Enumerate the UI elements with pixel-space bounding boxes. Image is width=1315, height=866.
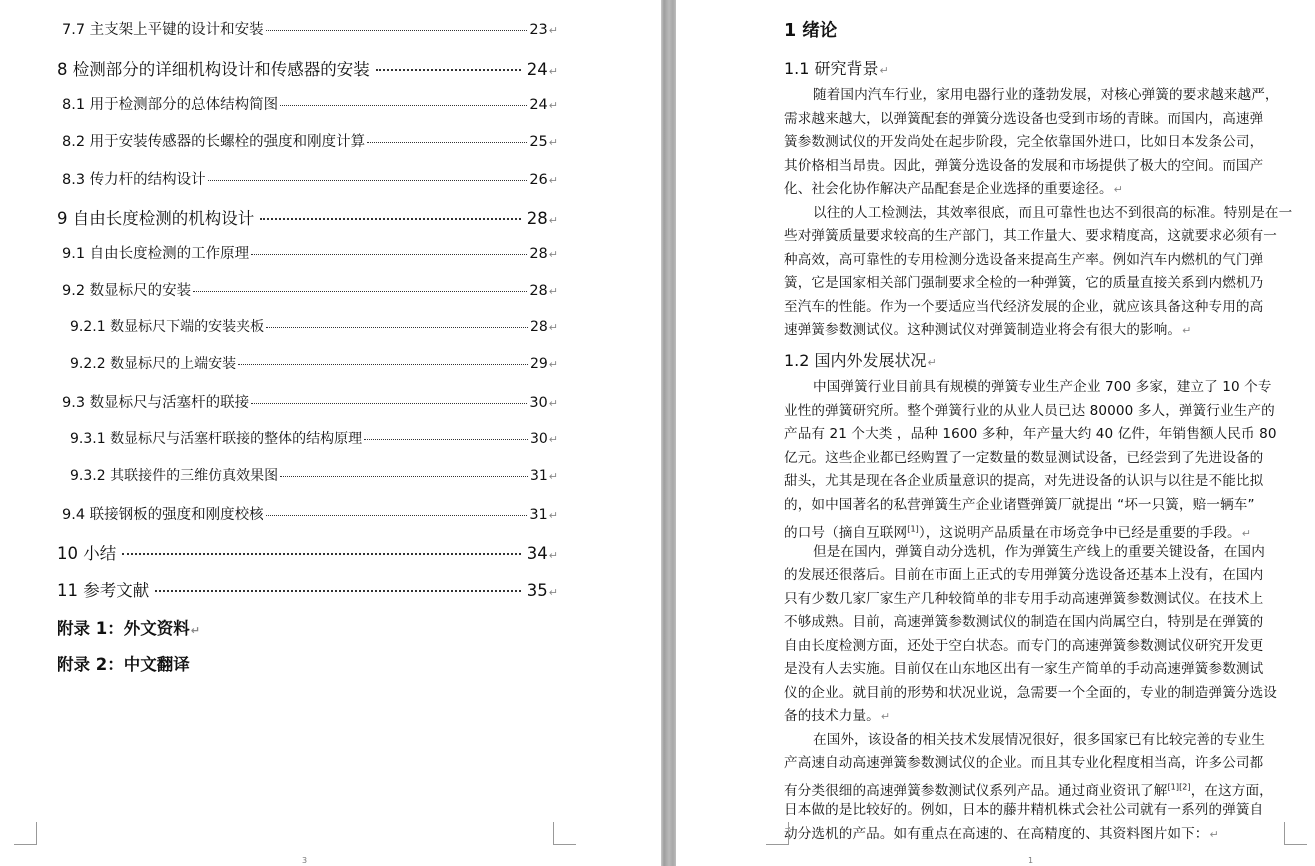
toc-entry[interactable]	[62, 503, 558, 524]
toc-entry-title: 9.2.1 数显标尺下端的安装夹板	[70, 319, 265, 335]
toc-entry-page: 24	[529, 97, 548, 113]
body-text-line: 备的技术力量。↵	[784, 708, 891, 724]
body-text-line: 仪的企业。就目前的形势和状况业说，急需要一个全面的，专业的制造弹簧分选设	[784, 684, 1277, 701]
paragraph-mark: ↵	[548, 397, 558, 410]
body-text-line: 动分选机的产品。如有重点在高速的、在高精度的、其资料图片如下：↵	[784, 825, 1219, 842]
toc-entry[interactable]	[62, 391, 558, 412]
toc-dot-leader	[251, 403, 527, 404]
appendix-2[interactable]: 附录 2：中文翻译	[57, 655, 190, 674]
paragraph-mark: ↵	[548, 285, 558, 298]
paragraph-mark: ↵	[548, 586, 558, 599]
toc-entry[interactable]	[62, 93, 558, 114]
body-text-line: 至汽车的性能。作为一个要适应当代经济发展的企业，就应该具备这种专用的高	[784, 298, 1264, 315]
paragraph-mark: ↵	[548, 65, 558, 78]
toc-dot-leader	[155, 590, 521, 592]
toc-entry[interactable]	[57, 205, 558, 229]
toc-dot-leader	[238, 364, 528, 365]
toc-entry[interactable]	[62, 242, 558, 263]
body-text-line: 是没有人去实施。目前仅在山东地区出有一家生产简单的手动高速弹簧参数测试	[784, 661, 1264, 677]
body-text-line: 以往的人工检测法，其效率很底，而且可靠性也达不到很高的标准。特别是在一	[813, 204, 1293, 221]
toc-entry[interactable]	[70, 353, 558, 373]
body-text-line: 中国弹簧行业目前具有规模的弹簧专业生产企业 700 多家，建立了 10 个专	[813, 379, 1272, 395]
body-text-line: 簧，它是国家相关部门强制要求全检的一种弹簧，它的质量直接关系到内燃机乃	[784, 275, 1264, 291]
paragraph-mark: ↵	[548, 549, 558, 562]
toc-entry-title: 8.1 用于检测部分的总体结构简图	[62, 97, 279, 113]
toc-entry-page: 34	[526, 544, 548, 563]
body-text-line: 随着国内汽车行业，家用电器行业的蓬勃发展，对核心弹簧的要求越来越严，	[813, 87, 1279, 103]
body-text-line: 簧参数测试仪的开发尚处在起步阶段，完全依靠国外进口，比如日本发条公司，	[784, 134, 1264, 150]
toc-entry[interactable]	[57, 540, 558, 564]
toc-dot-leader	[364, 439, 528, 440]
toc-entry[interactable]	[62, 279, 558, 300]
body-text-line: 产品有 21 个大类 ，品种 1600 多种，年产量大约 40 亿件，年销售额人民币 80	[784, 426, 1277, 442]
toc-entry-title: 9 自由长度检测的机构设计	[57, 209, 255, 228]
toc-dot-leader	[266, 515, 528, 516]
body-text-line: 不够成熟。目前，高速弹簧参数测试仪的制造在国内尚属空白，特别是在弹簧的	[784, 614, 1264, 630]
toc-dot-leader	[376, 69, 521, 71]
toc-entry-page: 23	[529, 22, 548, 38]
section-heading: 1.2 国内外发展状况↵	[784, 351, 937, 370]
toc-dot-leader	[208, 180, 528, 181]
toc-entry-page: 28	[526, 209, 548, 228]
paragraph-mark: ↵	[548, 99, 558, 112]
page-number: 1	[1028, 856, 1034, 865]
toc-entry-title: 8 检测部分的详细机构设计和传感器的安装	[57, 60, 370, 79]
toc-entry-title: 8.2 用于安装传感器的长螺栓的强度和刚度计算	[62, 134, 366, 150]
toc-dot-leader	[260, 218, 521, 220]
toc-entry-page: 30	[529, 395, 548, 411]
toc-dot-leader	[193, 291, 527, 292]
page-number: 3	[302, 856, 308, 865]
paragraph-mark: ↵	[548, 214, 558, 227]
toc-dot-leader	[266, 30, 528, 31]
toc-entry-title: 9.2.2 数显标尺的上端安装	[70, 356, 237, 372]
body-text-line: 甜头，尤其是现在各企业质量意识的提高，对先进设备的认识与以往是不能比拟	[784, 473, 1264, 489]
margin-corner-mark	[553, 822, 576, 845]
toc-entry-page: 28	[529, 283, 548, 299]
page-gutter	[661, 0, 676, 866]
toc-entry-title: 9.4 联接钢板的强度和刚度校核	[62, 507, 264, 523]
body-text-line: 速弹簧参数测试仪。这种测试仪对弹簧制造业将会有很大的影响。↵	[784, 322, 1192, 338]
toc-entry[interactable]	[62, 18, 558, 39]
body-text-line: 自由长度检测方面，还处于空白状态。而专门的高速弹簧参数测试仪研究开发更	[784, 637, 1264, 654]
toc-dot-leader	[266, 327, 528, 328]
paragraph-mark: ↵	[548, 358, 558, 371]
toc-entry-page: 24	[526, 60, 548, 79]
toc-entry[interactable]	[62, 130, 558, 151]
body-text-line: 些对弹簧质量要求较高的生产部门，其工作量大、要求精度高，这就要求必须有一	[784, 228, 1277, 244]
toc-dot-leader	[280, 476, 528, 477]
body-text-line: 的，如中国著名的私营弹簧生产企业诸暨弹簧厂就提出 “坏一只簧，赔一辆车”	[784, 496, 1255, 513]
toc-entry-title: 9.3.1 数显标尺与活塞杆联接的整体的结构原理	[70, 431, 363, 447]
toc-entry[interactable]	[57, 577, 558, 601]
toc-entry-page: 28	[529, 319, 548, 335]
appendix-1[interactable]: 附录 1：外文资料↵	[57, 619, 200, 638]
toc-entry[interactable]	[70, 428, 558, 448]
toc-entry-title: 11 参考文献	[57, 581, 150, 600]
toc-entry-title: 8.3 传力杆的结构设计	[62, 172, 206, 188]
toc-entry-title: 7.7 主支架上平键的设计和安装	[62, 22, 264, 38]
paragraph-mark: ↵	[548, 433, 558, 446]
body-text-line: 的发展还很落后。目前在市面上正式的专用弹簧分选设备还基本上没有，在国内	[784, 567, 1264, 583]
chapter-title: 1 绪论	[784, 21, 838, 41]
paragraph-mark: ↵	[548, 470, 558, 483]
body-text-line: 的口号（摘自互联网[1]），这说明产品质量在市场竞争中已经是重要的手段。↵	[784, 524, 1252, 541]
toc-entry-page: 26	[529, 172, 548, 188]
toc-entry-title: 9.3.2 其联接件的三维仿真效果图	[70, 468, 279, 484]
paragraph-mark: ↵	[548, 248, 558, 261]
toc-entry[interactable]	[62, 168, 558, 189]
toc-dot-leader	[122, 553, 521, 555]
toc-entry[interactable]	[70, 465, 558, 485]
toc-entry-page: 31	[529, 468, 548, 484]
section-heading: 1.1 研究背景↵	[784, 59, 889, 78]
body-text-line: 需求越来越大，以弹簧配套的弹簧分选设备也受到市场的青睐。而国内，高速弹	[784, 110, 1264, 127]
toc-dot-leader	[367, 142, 527, 143]
paragraph-mark: ↵	[548, 321, 558, 334]
margin-corner-mark	[14, 822, 37, 845]
toc-dot-leader	[280, 105, 527, 106]
body-text-line: 有分类很细的高速弹簧参数测试仪系列产品。通过商业资讯了解[1][2]，在这方面，	[784, 782, 1273, 800]
toc-dot-leader	[251, 254, 527, 255]
body-text-line: 业性的弹簧研究所。整个弹簧行业的从业人员已达 80000 多人，弹簧行业生产的	[784, 402, 1275, 419]
paragraph-mark: ↵	[548, 136, 558, 149]
toc-entry-title: 9.2 数显标尺的安装	[62, 283, 192, 299]
paragraph-mark: ↵	[548, 174, 558, 187]
margin-corner-mark	[1284, 822, 1307, 845]
body-text-line: 化、社会化协作解决产品配套是企业选择的重要途径。↵	[784, 181, 1123, 197]
toc-entry-title: 10 小结	[57, 544, 117, 563]
margin-corner-mark	[766, 822, 789, 845]
toc-entry-page: 29	[529, 356, 548, 372]
toc-entry-page: 30	[529, 431, 548, 447]
body-text-line: 但是在国内，弹簧自动分选机，作为弹簧生产线上的重要关键设备，在国内	[813, 543, 1265, 560]
body-text-line: 只有少数几家厂家生产几种较简单的非专用手动高速弹簧参数测试仪。在技术上	[784, 590, 1264, 607]
body-text-line: 其价格相当昂贵。因此，弹簧分选设备的发展和市场提供了极大的空间。而国产	[784, 157, 1264, 174]
body-page	[676, 0, 1315, 866]
toc-entry-page: 35	[526, 581, 548, 600]
body-text-line: 日本做的是比较好的。例如，日本的藤井精机株式会社公司就有一系列的弹簧自	[784, 802, 1264, 818]
toc-entry-page: 31	[529, 507, 548, 523]
paragraph-mark: ↵	[548, 24, 558, 37]
paragraph-mark: ↵	[548, 509, 558, 522]
toc-entry[interactable]	[70, 316, 558, 336]
toc-entry-title: 9.3 数显标尺与活塞杆的联接	[62, 395, 250, 411]
body-text-line: 亿元。这些企业都已经购置了一定数量的数显测试设备，已经尝到了先进设备的	[784, 449, 1264, 466]
body-text-line: 在国外，该设备的相关技术发展情况很好，很多国家已有比较完善的专业生	[813, 731, 1265, 748]
toc-entry-page: 25	[529, 134, 548, 150]
toc-entry[interactable]	[57, 56, 558, 80]
toc-entry-page: 28	[529, 246, 548, 262]
toc-entry-title: 9.1 自由长度检测的工作原理	[62, 246, 250, 262]
body-text-line: 产高速自动高速弹簧参数测试仪的企业。而且其专业化程度相当高，许多公司都	[784, 755, 1264, 771]
body-text-line: 种高效，高可靠性的专用检测分选设备来提高生产率。例如汽车内燃机的气门弹	[784, 251, 1264, 268]
